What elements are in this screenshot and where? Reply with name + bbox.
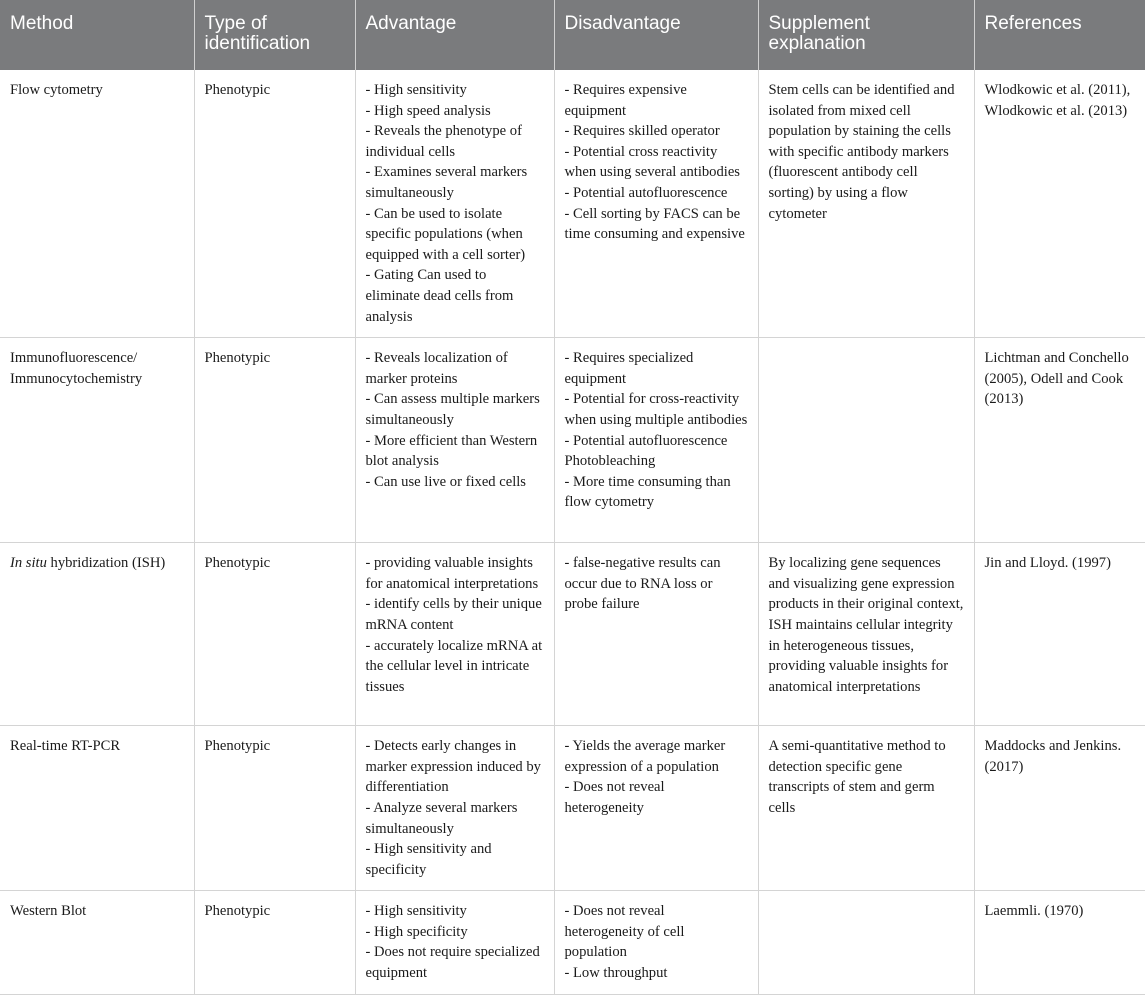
disadvantage-cell — [554, 70, 758, 338]
references-cell: Jin and Lloyd. (1997) — [974, 543, 1145, 726]
disadvantage-list — [565, 348, 748, 513]
list-item: - Cell sorting by FACS can be time consuming and expensive — [564, 205, 745, 243]
header-advantage: Advantage — [355, 0, 554, 70]
supplement-cell: By localizing gene sequences and visualizing gene expression products in their original context, ISH maintains cellular integrity in heterogeneous tissues, providing valuable insights for anatomical interpretations — [758, 543, 974, 726]
list-item: - Potential autofluorescence — [564, 184, 728, 201]
header-supplement: Supplement explanation — [758, 0, 974, 70]
advantage-cell — [355, 726, 554, 891]
method-text: Real-time RT-PCR — [10, 738, 121, 755]
supplement-cell: Stem cells can be identified and isolated from mixed cell population by staining the cells with specific antibody markers (fluorescent antibody cell sorting) by using a flow cytometer — [758, 70, 974, 338]
list-item: - Examines several markers simultaneously — [365, 164, 528, 201]
list-item: - Yields the average marker expression of a population — [564, 738, 726, 775]
list-item: - Gating Can used to eliminate dead cells from analysis — [365, 267, 514, 325]
disadvantage-cell — [554, 338, 758, 543]
disadvantage-list — [565, 736, 748, 818]
list-item: - High sensitivity — [365, 82, 467, 98]
method-text: Immunofluorescence/ Immunocytochemistry — [10, 350, 143, 387]
list-item: - Potential autofluorescence Photobleaching — [564, 432, 728, 470]
method-italic: In situ — [10, 555, 47, 572]
list-item: - High sensitivity and specificity — [365, 841, 492, 878]
table-row — [0, 543, 1145, 726]
header-references: References — [974, 0, 1145, 70]
list-item: - Can be used to isolate specific populations (when equipped with a cell sorter) — [365, 205, 526, 263]
table-row — [0, 726, 1145, 891]
disadvantage-list — [565, 901, 748, 983]
advantage-list — [366, 736, 544, 880]
list-item: - Reveals localization of marker proteins — [365, 350, 508, 387]
advantage-list — [366, 901, 544, 983]
list-item: - Does not require specialized equipment — [365, 944, 540, 982]
list-item: - Can use live or fixed cells — [365, 473, 526, 490]
table-row — [0, 338, 1145, 543]
method-text: Western Blot — [10, 903, 87, 920]
advantage-cell — [355, 70, 554, 338]
references-cell: Maddocks and Jenkins. (2017) — [974, 726, 1145, 891]
method-cell — [0, 726, 194, 891]
list-item: - Can assess multiple markers simultaneously — [365, 391, 540, 428]
list-item: - Does not reveal heterogeneity of cell population — [564, 903, 685, 961]
type-cell: Phenotypic — [194, 338, 355, 543]
method-text: hybridization (ISH) — [46, 555, 166, 572]
advantage-cell — [355, 543, 554, 726]
list-item: - High speed analysis — [365, 102, 491, 119]
references-cell: Wlodkowic et al. (2011), Wlodkowic et al. (2013) — [974, 70, 1145, 338]
list-item: - accurately localize mRNA at the cellular level in intricate tissues — [365, 637, 543, 695]
disadvantage-cell — [554, 726, 758, 891]
type-cell: Phenotypic — [194, 70, 355, 338]
list-item: - Potential for cross-reactivity when using multiple antibodies — [564, 391, 748, 428]
references-cell: Laemmli. (1970) — [974, 891, 1145, 994]
supplement-cell — [758, 891, 974, 994]
type-cell: Phenotypic — [194, 891, 355, 994]
disadvantage-list — [565, 553, 748, 615]
disadvantage-list — [565, 80, 748, 245]
list-item: - identify cells by their unique mRNA content — [365, 596, 542, 633]
header-method: Method — [0, 0, 194, 70]
list-item: - More time consuming than flow cytometry — [564, 473, 731, 511]
supplement-cell — [758, 338, 974, 543]
method-cell — [0, 338, 194, 543]
header-disadvantage: Disadvantage — [554, 0, 758, 70]
method-cell — [0, 543, 194, 726]
list-item: - High sensitivity — [365, 903, 467, 920]
advantage-list — [366, 80, 544, 327]
list-item: - providing valuable insights for anatomical interpretations — [365, 555, 539, 592]
advantage-list — [366, 553, 544, 697]
list-item: - High specificity — [365, 923, 468, 940]
supplement-cell: A semi-quantitative method to detection specific gene transcripts of stem and germ cells — [758, 726, 974, 891]
disadvantage-cell — [554, 891, 758, 994]
advantage-cell — [355, 891, 554, 994]
method-cell — [0, 70, 194, 338]
type-cell: Phenotypic — [194, 726, 355, 891]
method-cell — [0, 891, 194, 994]
type-cell: Phenotypic — [194, 543, 355, 726]
table-row — [0, 70, 1145, 338]
list-item: - false-negative results can occur due to RNA loss or probe failure — [564, 555, 721, 613]
references-cell: Lichtman and Conchello (2005), Odell and Cook (2013) — [974, 338, 1145, 543]
disadvantage-cell — [554, 543, 758, 726]
header-row — [0, 0, 1145, 70]
list-item: - More efficient than Western blot analysis — [365, 432, 538, 470]
list-item: - Detects early changes in marker expression induced by differentiation — [365, 738, 541, 796]
list-item: - Analyze several markers simultaneously — [365, 799, 518, 837]
list-item: - Potential cross reactivity when using several antibodies — [564, 143, 740, 181]
list-item: - Low throughput — [564, 965, 668, 982]
list-item: - Requires specialized equipment — [564, 350, 694, 387]
list-item: - Requires skilled operator — [564, 123, 720, 140]
table-row — [0, 891, 1145, 994]
method-text: Flow cytometry — [10, 82, 103, 98]
list-item: - Reveals the phenotype of individual cells — [365, 123, 522, 160]
advantage-list — [366, 348, 544, 492]
advantage-cell — [355, 338, 554, 543]
header-type: Type of identification — [194, 0, 355, 70]
list-item: - Requires expensive equipment — [564, 82, 687, 119]
list-item: - Does not reveal heterogeneity — [564, 779, 665, 816]
